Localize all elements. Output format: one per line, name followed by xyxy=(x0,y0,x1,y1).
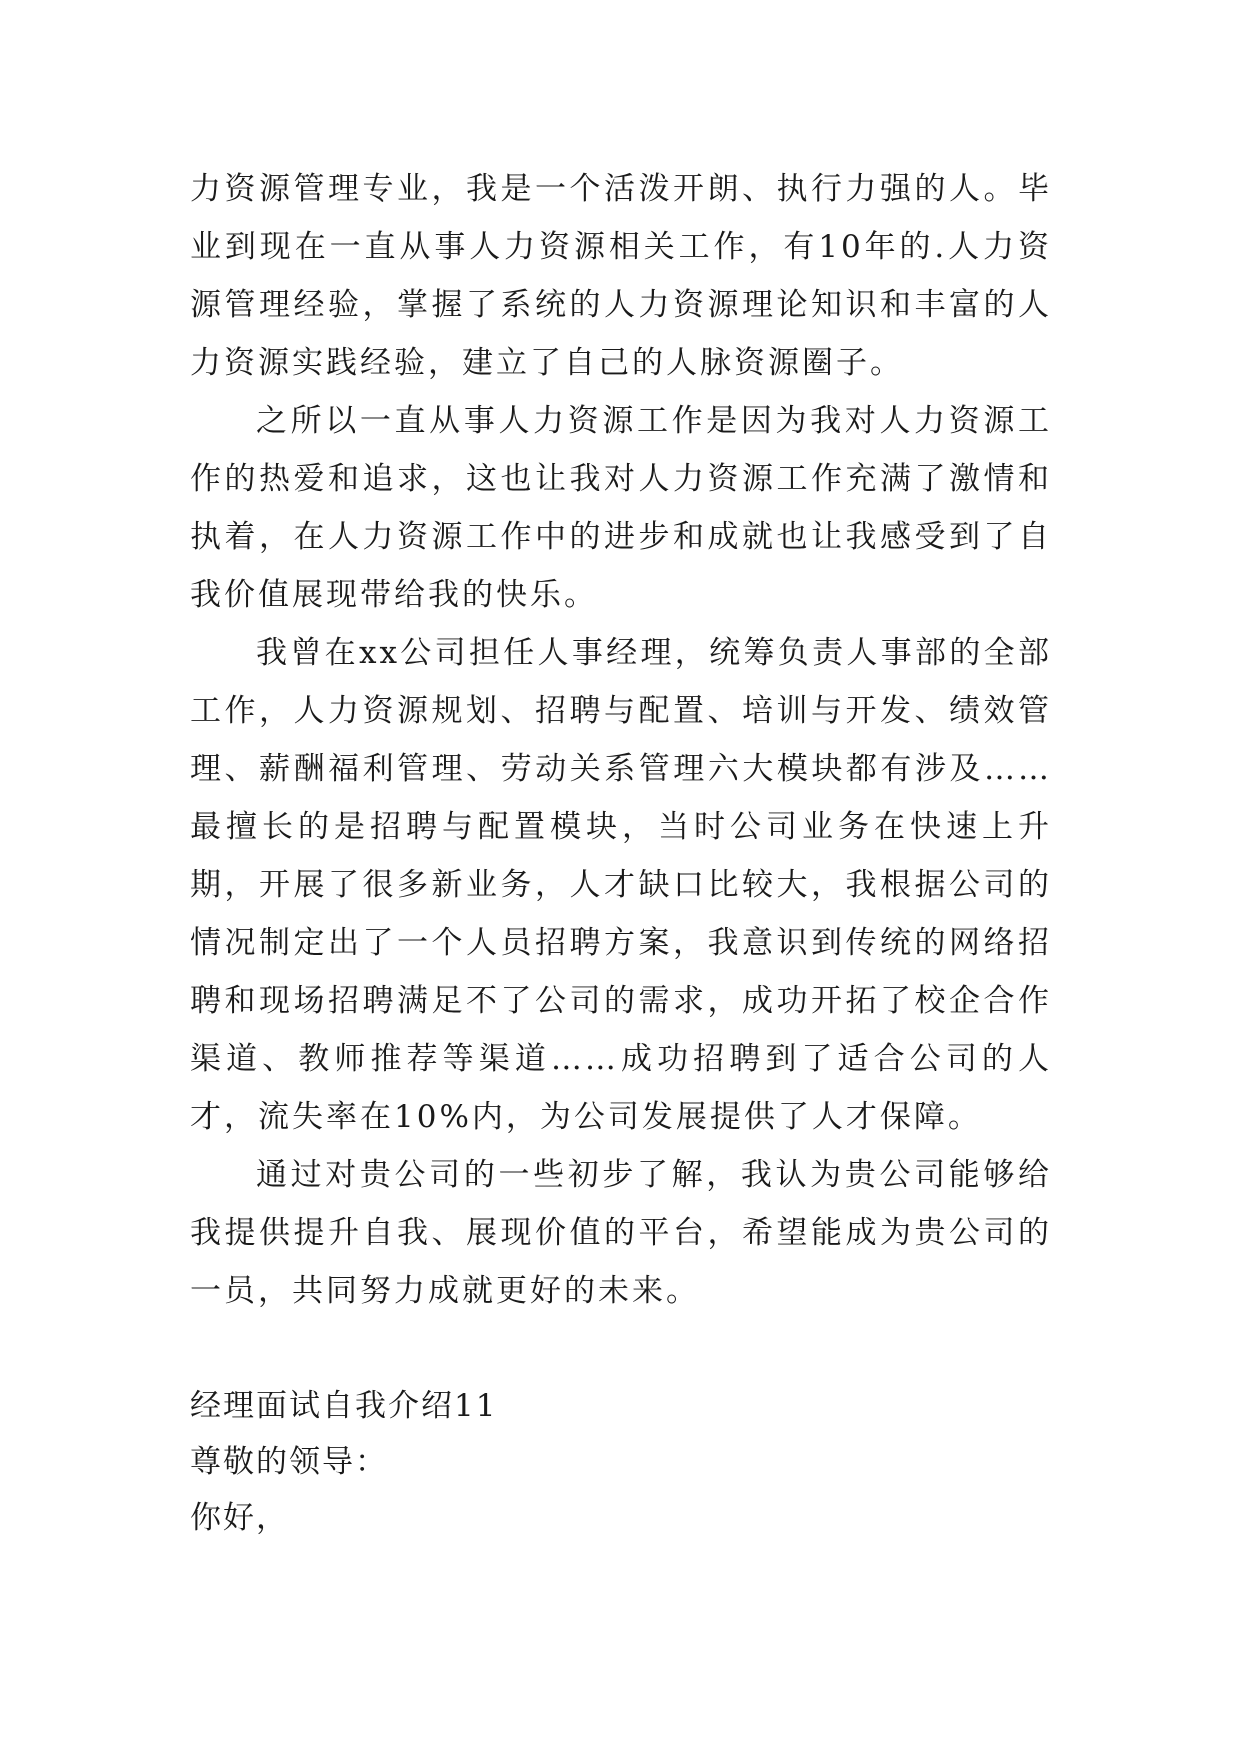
document-body xyxy=(190,160,1052,1320)
paragraph-closing: 通过对贵公司的一些初步了解，我认为贵公司能够给我提供提升自我、展现价值的平台，希望能成为贵公司的一员，共同努力成就更好的未来。 xyxy=(190,1157,1052,1309)
paragraph-passion: 之所以一直从事人力资源工作是因为我对人力资源工作的热爱和追求，这也让我对人力资源工作充满了激情和执着，在人力资源工作中的进步和成就也让我感受到了自我价值展现带给我的快乐。 xyxy=(190,403,1052,613)
paragraph-continued: 力资源管理专业，我是一个活泼开朗、执行力强的人。毕业到现在一直从事人力资源相关工作，有10年的.人力资源管理经验，掌握了系统的人力资源理论知识和丰富的人力资源实践经验，建立了自己的人脉资源圈子。 xyxy=(190,171,1052,381)
paragraph-experience: 我曾在xx公司担任人事经理，统筹负责人事部的全部工作，人力资源规划、招聘与配置、培训与开发、绩效管理、薪酬福利管理、劳动关系管理六大模块都有涉及……最擅长的是招聘与配置模块，当时公司业务在快速上升期，开展了很多新业务，人才缺口比较大，我根据公司的情况制定出了一个人员招聘方案，我意识到传统的网络招聘和现场招聘满足不了公司的需求，成功开拓了校企合作渠道、教师推荐等渠道……成功招聘到了适合公司的人才，流失率在10%内，为公司发展提供了人才保障。 xyxy=(190,635,1052,1135)
greeting: 你好， xyxy=(190,1500,289,1536)
next-section xyxy=(190,1378,1052,1546)
section-title: 经理面试自我介绍11 xyxy=(190,1388,498,1424)
salutation: 尊敬的领导： xyxy=(190,1444,388,1480)
